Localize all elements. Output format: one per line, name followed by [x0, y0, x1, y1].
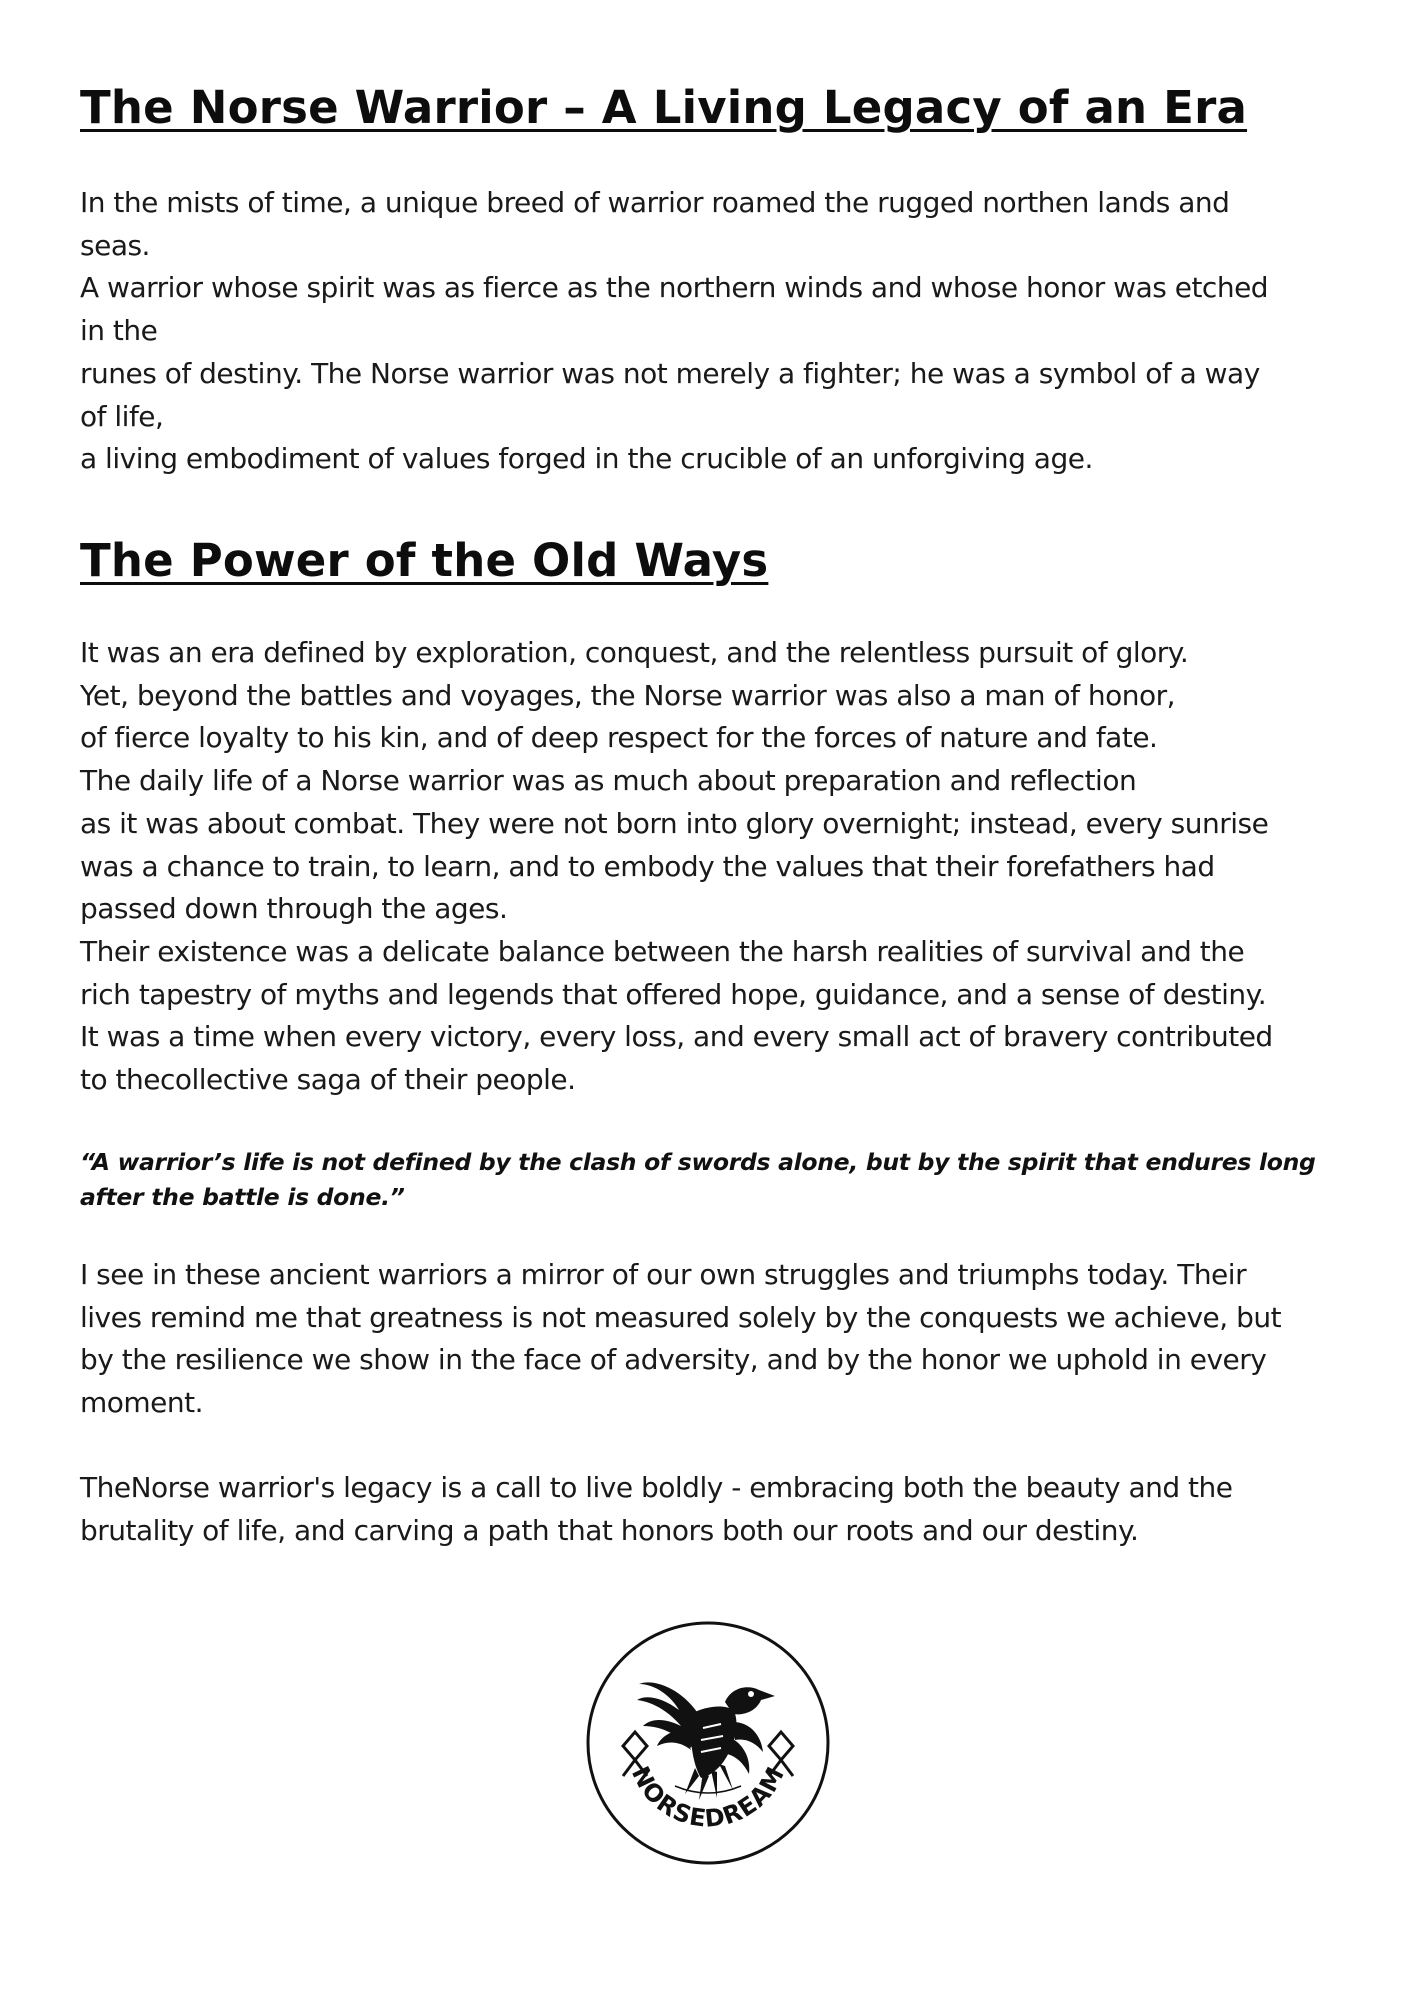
quote-line: “A warrior’s life is not defined by the clash of swords alone, but by the spirit that endures long [80, 1148, 1316, 1176]
text-line: lives remind me that greatness is not measured solely by the conquests we achieve, but [80, 1300, 1282, 1334]
text-line: It was an era defined by exploration, conquest, and the relentless pursuit of glory. [80, 636, 1189, 669]
text-line: rich tapestry of myths and legends that offered hope, guidance, and a sense of destiny. [80, 977, 1267, 1011]
quote-line: after the battle is done.” [80, 1183, 405, 1211]
text-line: passed down through the ages. [80, 892, 508, 926]
raven-emblem-icon [583, 1618, 833, 1868]
text-line: Yet, beyond the battles and voyages, the Norse warrior was also a man of honor, [80, 678, 1176, 712]
text-line: In the mists of time, a unique breed of warrior roamed the rugged northen lands and [80, 186, 1230, 219]
section-heading: The Power of the Old Ways [80, 534, 769, 587]
text-line: moment. [80, 1386, 204, 1420]
intro-paragraph [80, 182, 1268, 481]
text-line: seas. [80, 228, 150, 262]
norsedream-logo [583, 1618, 833, 1868]
text-line: The daily life of a Norse warrior was as much about preparation and reflection [80, 764, 1137, 798]
legacy-paragraph [80, 1467, 1233, 1552]
reflection-paragraph [80, 1254, 1281, 1425]
text-line: in the [80, 314, 158, 348]
text-line: brutality of life, and carving a path that honors both our roots and our destiny. [80, 1513, 1139, 1547]
page-title: The Norse Warrior – A Living Legacy of an Era [80, 81, 1248, 134]
text-line: It was a time when every victory, every loss, and every small act of bravery contributed [80, 1020, 1273, 1054]
text-line: a living embodiment of values forged in the crucible of an unforgiving age. [80, 442, 1093, 476]
logo-text: NORSEDREAM [626, 1761, 791, 1833]
text-line: as it was about combat. They were not born into glory overnight; instead, every sunrise [80, 806, 1269, 840]
text-line: was a chance to train, to learn, and to embody the values that their forefathers had [80, 849, 1215, 883]
text-line: of life, [80, 399, 164, 433]
text-line: of fierce loyalty to his kin, and of deep respect for the forces of nature and fate. [80, 721, 1158, 755]
text-line: A warrior whose spirit was as fierce as the northern winds and whose honor was etched [80, 271, 1269, 305]
text-line: by the resilience we show in the face of adversity, and by the honor we uphold in every [80, 1343, 1267, 1377]
text-line: TheNorse warrior's legacy is a call to live boldly - embracing both the beauty and the [80, 1471, 1233, 1504]
old-ways-paragraph [80, 632, 1273, 1102]
text-line: runes of destiny. The Norse warrior was not merely a fighter; he was a symbol of a way [80, 356, 1260, 390]
pull-quote [80, 1145, 1316, 1215]
text-line: Their existence was a delicate balance between the harsh realities of survival and the [80, 934, 1245, 968]
text-line: I see in these ancient warriors a mirror of our own struggles and triumphs today. Their [80, 1258, 1247, 1291]
text-line: to thecollective saga of their people. [80, 1063, 576, 1097]
